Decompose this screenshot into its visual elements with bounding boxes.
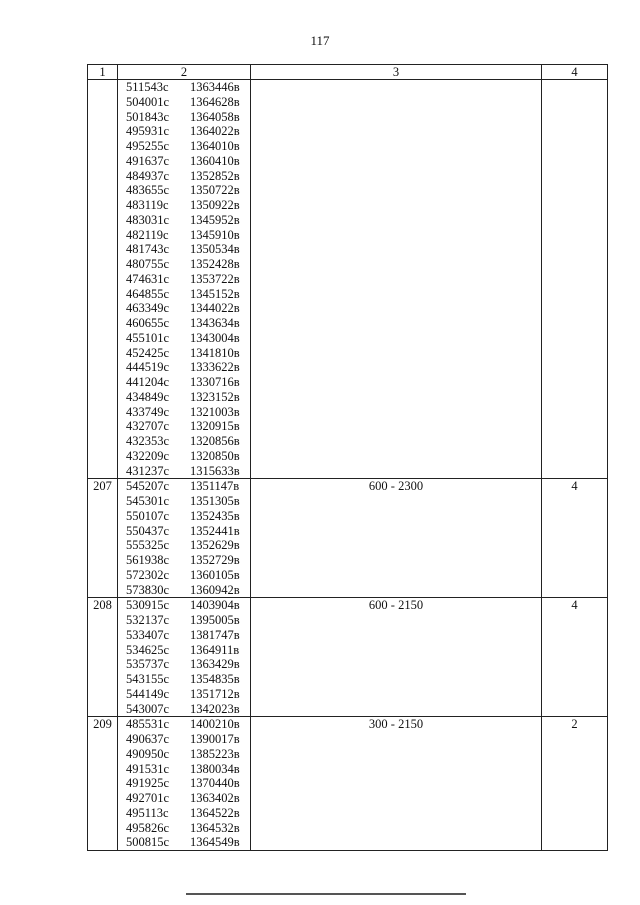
latitude-value: 555325с: [126, 538, 170, 553]
longitude-value: 1352729в: [190, 553, 240, 567]
latitude-value: 545207с: [126, 479, 170, 494]
longitude-value: 1370440в: [190, 776, 240, 791]
latitude-value: 491925с: [126, 776, 170, 791]
longitude-value: 1353722в: [190, 271, 240, 286]
longitude-value: 1352852в: [190, 168, 240, 183]
latitude-value: 444519с: [126, 360, 170, 375]
latitude-value: 534625с: [126, 642, 170, 657]
latitude-value: 492701с: [126, 791, 170, 805]
longitude-value: 1390017в: [190, 732, 240, 746]
latitude-value: 490950с: [126, 746, 170, 761]
coordinate-list: [118, 80, 251, 479]
coordinate-pair: [118, 242, 250, 257]
longitude-value: 1330716в: [190, 375, 240, 389]
coordinate-pair: [118, 405, 250, 420]
coordinate-pair: [118, 762, 250, 777]
coordinate-pair: [118, 183, 250, 198]
coordinate-pair: [118, 80, 250, 95]
latitude-value: 491531с: [126, 761, 170, 776]
coordinate-pair: [118, 198, 250, 213]
coordinate-pair: [118, 464, 250, 479]
coordinate-pair: [118, 717, 250, 732]
latitude-value: 432353с: [126, 434, 170, 448]
longitude-value: 1352435в: [190, 508, 240, 523]
coordinate-pair: [118, 747, 250, 762]
latitude-value: 483031с: [126, 212, 170, 227]
longitude-value: 1364058в: [190, 109, 240, 124]
coordinate-pair: [118, 657, 250, 672]
bottom-rule: [186, 893, 466, 895]
longitude-value: 1345910в: [190, 227, 240, 242]
coordinate-pair: [118, 568, 250, 583]
coordinate-pair: [118, 449, 250, 464]
latitude-value: 433749с: [126, 404, 170, 419]
coordinate-pair: [118, 732, 250, 747]
latitude-value: 495826с: [126, 820, 170, 835]
coordinates-table: [87, 64, 608, 851]
longitude-value: 1364628в: [190, 94, 240, 109]
latitude-value: 432707с: [126, 419, 170, 434]
coordinate-pair: [118, 434, 250, 449]
longitude-value: 1363446в: [190, 80, 240, 94]
coordinate-pair: [118, 835, 250, 850]
latitude-value: 490637с: [126, 732, 170, 746]
coordinate-pair: [118, 538, 250, 553]
longitude-value: 1364911в: [190, 642, 240, 657]
latitude-value: 483119с: [126, 198, 169, 212]
count-value: 4: [542, 479, 608, 598]
depth-range: 600 - 2300: [251, 479, 542, 598]
longitude-value: 1323152в: [190, 389, 240, 404]
longitude-value: 1351712в: [190, 686, 240, 701]
latitude-value: 543007с: [126, 701, 170, 716]
latitude-value: 481743с: [126, 242, 170, 257]
count-value: [542, 80, 608, 479]
longitude-value: 1400210в: [190, 717, 240, 732]
latitude-value: 501843с: [126, 109, 170, 124]
longitude-value: 1350922в: [190, 198, 240, 212]
latitude-value: 434849с: [126, 389, 170, 404]
latitude-value: 544149с: [126, 686, 170, 701]
longitude-value: 1351305в: [190, 494, 240, 508]
column-header-1: 1: [88, 65, 118, 80]
header-row: [88, 65, 608, 80]
longitude-value: 1360105в: [190, 567, 240, 582]
latitude-value: 545301с: [126, 494, 170, 508]
coordinate-pair: [118, 598, 250, 613]
latitude-value: 550437с: [126, 523, 170, 538]
latitude-value: 464855с: [126, 286, 170, 301]
latitude-value: 530915с: [126, 598, 170, 613]
coordinate-pair: [118, 360, 250, 375]
table-row: [88, 717, 608, 851]
longitude-value: 1342023в: [190, 701, 240, 716]
longitude-value: 1352428в: [190, 257, 240, 271]
count-value: 2: [542, 717, 608, 851]
latitude-value: 550107с: [126, 508, 170, 523]
longitude-value: 1364022в: [190, 124, 240, 139]
coordinate-pair: [118, 702, 250, 717]
coordinate-pair: [118, 776, 250, 791]
latitude-value: 441204с: [126, 375, 170, 389]
coordinate-pair: [118, 479, 250, 494]
coordinate-pair: [118, 821, 250, 836]
coordinate-pair: [118, 316, 250, 331]
latitude-value: 511543с: [126, 80, 169, 94]
latitude-value: 480755с: [126, 257, 170, 271]
entry-number: 209: [88, 717, 118, 851]
longitude-value: 1385223в: [190, 746, 240, 761]
coordinate-pair: [118, 331, 250, 346]
entry-number: 207: [88, 479, 118, 598]
depth-range: [251, 80, 542, 479]
coordinate-list: [118, 717, 251, 851]
longitude-value: 1315633в: [190, 463, 240, 478]
latitude-value: 532137с: [126, 613, 170, 627]
table-row: [88, 598, 608, 717]
latitude-value: 495113с: [126, 805, 169, 820]
latitude-value: 533407с: [126, 627, 170, 642]
latitude-value: 484937с: [126, 168, 170, 183]
latitude-value: 455101с: [126, 330, 170, 345]
latitude-value: 463349с: [126, 301, 170, 316]
coordinate-pair: [118, 272, 250, 287]
latitude-value: 495255с: [126, 139, 170, 153]
longitude-value: 1320856в: [190, 434, 240, 448]
coordinate-pair: [118, 791, 250, 806]
coordinate-pair: [118, 110, 250, 125]
latitude-value: 495931с: [126, 124, 170, 139]
coordinate-pair: [118, 375, 250, 390]
coordinate-pair: [118, 124, 250, 139]
longitude-value: 1381747в: [190, 627, 240, 642]
page-number: 117: [310, 33, 330, 48]
latitude-value: 452425с: [126, 345, 170, 360]
coordinate-list: [118, 598, 251, 717]
latitude-value: 482119с: [126, 227, 169, 242]
latitude-value: 474631с: [126, 271, 170, 286]
longitude-value: 1364010в: [190, 139, 240, 153]
latitude-value: 504001с: [126, 94, 170, 109]
latitude-value: 535737с: [126, 657, 170, 672]
longitude-value: 1363402в: [190, 791, 240, 805]
coordinate-pair: [118, 613, 250, 628]
longitude-value: 1360942в: [190, 582, 240, 597]
coordinate-pair: [118, 154, 250, 169]
longitude-value: 1363429в: [190, 657, 240, 672]
coordinate-pair: [118, 583, 250, 598]
latitude-value: 491637с: [126, 153, 170, 168]
longitude-value: 1380034в: [190, 761, 240, 776]
longitude-value: 1320850в: [190, 448, 240, 463]
latitude-value: 573830с: [126, 582, 170, 597]
longitude-value: 1350534в: [190, 242, 240, 257]
longitude-value: 1364549в: [190, 835, 240, 850]
coordinate-pair: [118, 301, 250, 316]
longitude-value: 1345952в: [190, 212, 240, 227]
table-row: [88, 479, 608, 598]
latitude-value: 543155с: [126, 672, 170, 686]
entry-number: 208: [88, 598, 118, 717]
entry-number: [88, 80, 118, 479]
coordinate-pair: [118, 553, 250, 568]
coordinate-pair: [118, 346, 250, 361]
coordinate-pair: [118, 139, 250, 154]
coordinate-pair: [118, 524, 250, 539]
count-value: 4: [542, 598, 608, 717]
longitude-value: 1364532в: [190, 820, 240, 835]
coordinate-pair: [118, 643, 250, 658]
latitude-value: 483655с: [126, 183, 170, 198]
latitude-value: 500815с: [126, 835, 170, 850]
column-header-4: 4: [542, 65, 608, 80]
column-header-2: 2: [118, 65, 251, 80]
latitude-value: 561938с: [126, 553, 170, 567]
table-body: [88, 80, 608, 851]
table-row: [88, 80, 608, 479]
latitude-value: 431237с: [126, 463, 170, 478]
coordinate-pair: [118, 228, 250, 243]
longitude-value: 1321003в: [190, 404, 240, 419]
coordinate-pair: [118, 628, 250, 643]
coordinate-pair: [118, 687, 250, 702]
longitude-value: 1364522в: [190, 805, 240, 820]
coordinate-pair: [118, 287, 250, 302]
coordinate-pair: [118, 494, 250, 509]
longitude-value: 1343634в: [190, 316, 240, 330]
coordinate-pair: [118, 169, 250, 184]
longitude-value: 1403904в: [190, 598, 240, 613]
latitude-value: 485531с: [126, 717, 170, 732]
latitude-value: 432209с: [126, 448, 170, 463]
coordinate-pair: [118, 213, 250, 228]
depth-range: 600 - 2150: [251, 598, 542, 717]
longitude-value: 1343004в: [190, 330, 240, 345]
depth-range: 300 - 2150: [251, 717, 542, 851]
coordinate-pair: [118, 390, 250, 405]
coordinate-pair: [118, 509, 250, 524]
longitude-value: 1341810в: [190, 345, 240, 360]
longitude-value: 1360410в: [190, 153, 240, 168]
longitude-value: 1354835в: [190, 672, 240, 686]
column-header-3: 3: [251, 65, 542, 80]
longitude-value: 1395005в: [190, 613, 240, 627]
longitude-value: 1344022в: [190, 301, 240, 316]
coordinate-pair: [118, 672, 250, 687]
longitude-value: 1333622в: [190, 360, 240, 375]
coordinate-list: [118, 479, 251, 598]
coordinate-pair: [118, 419, 250, 434]
longitude-value: 1350722в: [190, 183, 240, 198]
longitude-value: 1352629в: [190, 538, 240, 553]
longitude-value: 1320915в: [190, 419, 240, 434]
longitude-value: 1351147в: [190, 479, 240, 494]
coordinate-pair: [118, 806, 250, 821]
coordinate-pair: [118, 257, 250, 272]
latitude-value: 572302с: [126, 567, 170, 582]
coordinate-pair: [118, 95, 250, 110]
longitude-value: 1345152в: [190, 286, 240, 301]
longitude-value: 1352441в: [190, 523, 240, 538]
latitude-value: 460655с: [126, 316, 170, 330]
